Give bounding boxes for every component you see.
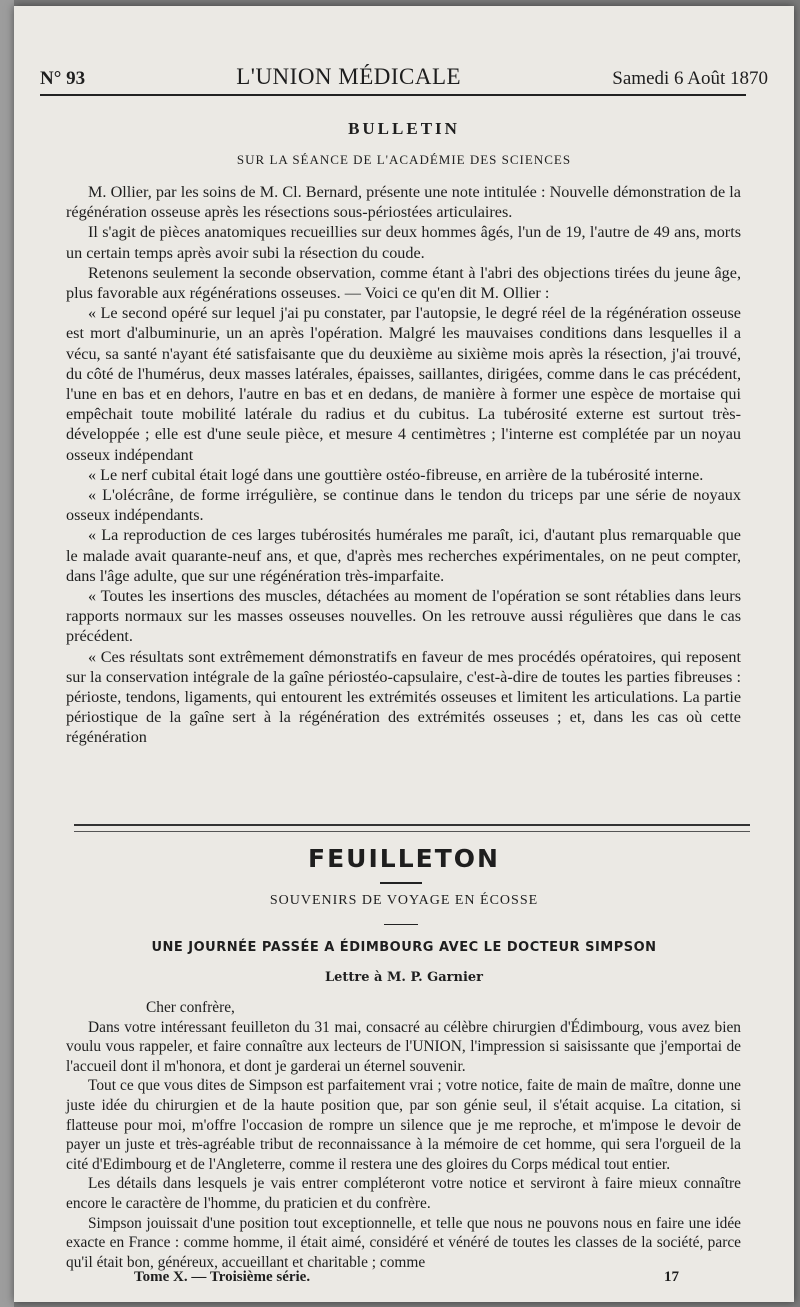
short-rule — [380, 882, 422, 884]
bulletin-paragraph: Retenons seulement la seconde observation, comme étant à l'abri des objections tirées du jeune âge, plus favorable aux régénérations osseuses. — Voici ce qu'en dit M. Ollier : — [66, 263, 741, 303]
salutation: Cher confrère, — [146, 999, 235, 1016]
feuilleton-paragraph: Simpson jouissait d'une position tout exceptionnelle, et telle que nous ne pouvons nous en faire une idée exacte en France : comme homme, il était aimé, considéré et vénéré de toutes les classes de la société, parce qu'il était bon, généreux, accueillant et charitable ; comme — [66, 1214, 741, 1271]
bulletin-paragraph: « Ces résultats sont extrêmement démonstratifs en faveur de mes procédés opératoires, qui reposent sur la conservation intégrale de la gaîne périostéo-capsulaire, c'est-à-dire de toutes les parties fibreuses : périoste, tendons, ligaments, qui entourent les extrémités osseuses et limitent les articulations. La partie périostique de la gaîne sert à la régénération des extrémités osseuses ; et, dans les cas où cette régénération — [66, 647, 741, 747]
feuilleton-title: FEUILLETON — [308, 844, 500, 873]
byline: Lettre à M. P. Garnier — [324, 970, 484, 985]
bulletin-paragraph: « Le second opéré sur lequel j'ai pu constater, par l'autopsie, le degré réel de la régénération osseuse est mort d'albuminurie, un an après l'opération. Malgré les mauvaises conditions dans lesquelles il a vécu, sa santé n'ayant été satisfaisante que du deuxième au sixième mois après la résection, j'ai trouvé, du côté de l'humérus, deux masses latérales, épaisses, saillantes, dirigées, comme dans le cas précédent, l'une en bas et en dehors, l'autre en bas et en dedans, de manière à former une espèce de mortaise qui empêchait toute mobilité latérale du radius et du cubitus. La tubérosité externe est surtout très-développée ; elle est d'une seule pièce, et mesure 4 centimètres ; l'interne est complétée par un noyau osseux indépendant — [66, 304, 741, 464]
issue-number: N° 93 — [40, 68, 86, 89]
bulletin-paragraph: « L'olécrâne, de forme irrégulière, se continue dans le tendon du triceps par une série de noyaux osseux indépendants. — [66, 486, 741, 525]
page-footer — [134, 1269, 679, 1286]
feuilleton-paragraph: Les détails dans lesquels je vais entrer compléteront votre notice et serviront à faire mieux connaître encore le caractère de l'homme, du praticien et du confrère. — [66, 1175, 741, 1212]
feuilleton-paragraph: Tout ce que vous dites de Simpson est parfaitement vrai ; votre notice, faite de main de maître, donne une juste idée du chirurgien et de la haute position que, par son génie seul, il s'était acquise. La citation, si flatteuse pour moi, m'offre l'occasion de rompre un silence que je me reproche, et m'impose le devoir de payer un juste et très-agréable tribut de reconnaissance à la mémoire de cet homme, qui sera l'orgueil de la cité d'Edimbourg et de l'Angleterre, comme il restera une des gloires du Corps médical tout entier. — [66, 1077, 741, 1173]
short-rule — [384, 924, 418, 925]
article-title: UNE JOURNÉE PASSÉE A ÉDIMBOURG AVEC LE DOCTEUR SIMPSON — [151, 940, 657, 955]
volume-label: Tome X. — Troisième série. — [134, 1269, 311, 1285]
header-rule — [40, 94, 746, 96]
feuilleton-body — [66, 998, 741, 1272]
journal-title: L'UNION MÉDICALE — [236, 64, 462, 89]
newspaper-page — [14, 6, 794, 1302]
page-number: 17 — [664, 1269, 679, 1285]
page-header — [40, 64, 768, 90]
bulletin-paragraph: « Le nerf cubital était logé dans une gouttière ostéo-fibreuse, en arrière de la tubérosité interne. — [88, 465, 704, 484]
feuilleton-paragraph: Dans votre intéressant feuilleton du 31 mai, consacré au célèbre chirurgien d'Édimbourg, vous avez bien voulu vous rappeler, et faire connaître aux lecteurs de l'UNION, l'impression si saisissante que j'emportai de l'accueil dont il m'honora, et dont je garderai un éternel souvenir. — [66, 1018, 741, 1075]
bulletin-title: BULLETIN — [348, 119, 460, 138]
issue-date: Samedi 6 Août 1870 — [612, 68, 768, 89]
scan-edge — [0, 0, 14, 1307]
bulletin-paragraph: M. Ollier, par les soins de M. Cl. Bernard, présente une note intitulée : Nouvelle démonstration de la régénération osseuse après les résections sous-périostées articulaires. — [66, 183, 741, 222]
bulletin-body — [66, 182, 741, 748]
bulletin-subtitle: SUR LA SÉANCE DE L'ACADÉMIE DES SCIENCES — [236, 152, 572, 167]
bulletin-paragraph: « La reproduction de ces larges tubérosités humérales me paraît, ici, d'autant plus remarquable que le malade avait quarante-neuf ans, et que, d'après mes recherches expérimentales, on ne peut compter, dans l'âge adulte, que sur une régénération très-imparfaite. — [66, 526, 741, 585]
bulletin-paragraph: Il s'agit de pièces anatomiques recueillies sur deux hommes âgés, l'un de 19, l'autre de 49 ans, morts un certain temps après avoir subi la résection du coude. — [66, 223, 741, 262]
bulletin-paragraph: « Toutes les insertions des muscles, détachées au moment de l'opération se sont rétablies dans leurs rapports normaux sur les masses osseuses nouvelles. On les retrouve aussi régulières que dans le cas précédent. — [66, 587, 741, 646]
series-title: SOUVENIRS DE VOYAGE EN ÉCOSSE — [269, 893, 539, 908]
section-separator — [74, 824, 750, 832]
